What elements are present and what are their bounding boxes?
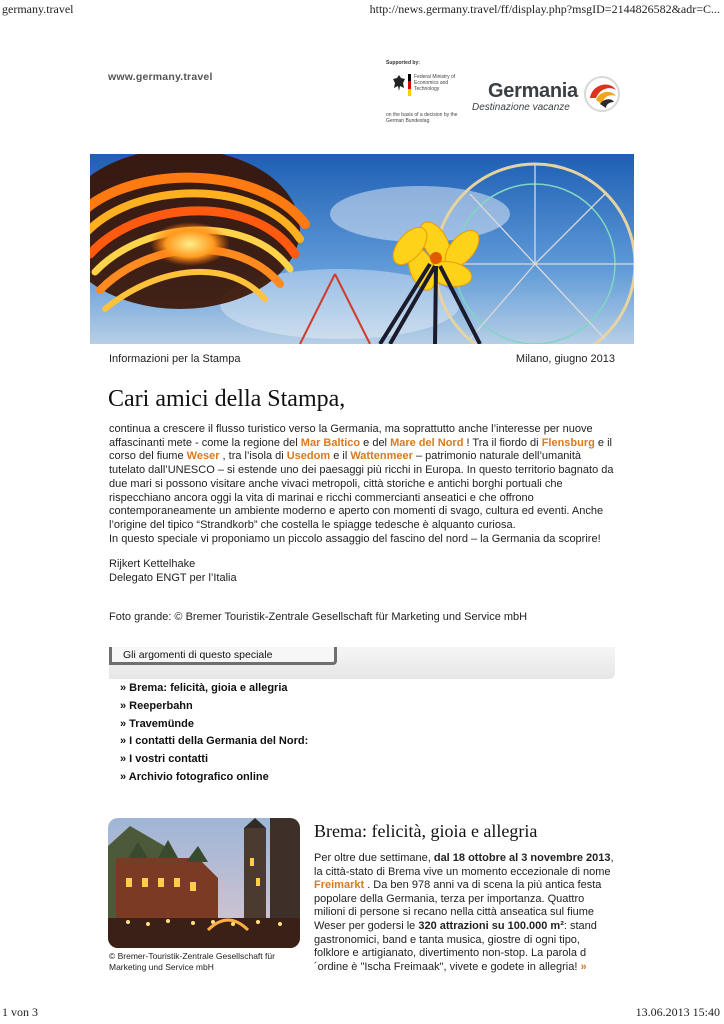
intro-text: continua a crescere il flusso turistico verso la Germania, ma soprattutto anche l’interesse per nuove affascinanti mete - come la regione del bbox=[109, 423, 593, 449]
brand-subtitle: Destinazione vacanze bbox=[472, 102, 570, 113]
section-text: , la città-stato di Brema vive un momento eccezionale di nome bbox=[314, 852, 614, 878]
federal-eagle-icon bbox=[392, 74, 406, 92]
brand-title: Germania bbox=[488, 80, 578, 102]
intro-text: , tra l’isola di bbox=[219, 450, 287, 463]
section-text: . Da ben 978 anni va di scena la più antica festa popolare della Germania, terza per importanza. Quattro milioni di persone si recano nella città anseatica sul fiume Weser per godersi le bbox=[314, 879, 602, 932]
link-usedom[interactable]: Usedom bbox=[286, 450, 331, 463]
intro-paragraph bbox=[109, 423, 614, 546]
greeting-heading: Cari amici della Stampa, bbox=[108, 386, 346, 412]
link-flensburg[interactable]: Flensburg bbox=[541, 436, 595, 449]
german-flag-icon bbox=[408, 74, 411, 96]
signature bbox=[109, 558, 237, 585]
link-mare-del-nord[interactable]: Mare del Nord bbox=[390, 436, 464, 449]
intro-closing: In questo speciale vi proponiamo un piccolo assaggio del fascino del nord – la Germania da scoprire! bbox=[109, 532, 601, 545]
link-wattenmeer[interactable]: Wattenmeer bbox=[350, 450, 413, 463]
photo-credit: Foto grande: © Bremer Touristik-Zentrale Gesellschaft für Marketing und Service mbH bbox=[109, 611, 528, 623]
print-header-url: http://news.germany.travel/ff/display.php?msgID=2144826582&adr=C... bbox=[369, 2, 720, 16]
link-weser[interactable]: Weser bbox=[186, 450, 220, 463]
intro-text: – patrimonio naturale dell’umanità tutelato dall’UNESCO – si estende uno dei paesaggi più ricchi in Europa. In questo territorio bagnato da due mari si possono visitare anche vivaci metropoli, città storiche e antichi borghi portuali che rispecchiano ancora oggi la vita di marinai e ricchi commercianti anseatici e che offrono contemporaneamente un ambiente moderno e aperto con momenti di svago, cultura ed eventi. Anche l’origine del tipico “Strandkorb” che costella le spiagge tedesche è alquanto curiosa. bbox=[109, 450, 614, 531]
topics-heading: Gli argomenti di questo speciale bbox=[123, 649, 273, 661]
signature-name: Rijkert Kettelhake bbox=[109, 558, 196, 570]
topic-link-reeperbahn[interactable]: » Reeperbahn bbox=[120, 699, 193, 712]
swirl-logo-icon bbox=[580, 72, 624, 116]
section-text: Per oltre due settimane, bbox=[314, 852, 434, 864]
event-dates: dal 18 ottobre al 3 novembre 2013 bbox=[433, 852, 611, 864]
print-footer-page: 1 von 3 bbox=[2, 1005, 38, 1019]
bundestag-decision-text: on the basis of a decision by the German Bundestag bbox=[386, 112, 458, 124]
signature-role: Delegato ENGT per l’Italia bbox=[109, 571, 237, 584]
topic-link-archivio-foto[interactable]: » Archivio fotografico online bbox=[120, 770, 269, 783]
topic-link-contatti-nord[interactable]: » I contatti della Germania del Nord: bbox=[120, 735, 309, 748]
supported-by-label: Supported by: bbox=[386, 60, 420, 66]
intro-text: e il corso del fiume bbox=[109, 436, 612, 463]
intro-text: e il bbox=[330, 450, 351, 463]
topic-link-vostri-contatti[interactable]: » I vostri contatti bbox=[120, 753, 209, 766]
germania-brand-logo bbox=[470, 80, 620, 120]
site-url[interactable]: www.germany.travel bbox=[108, 71, 213, 83]
ministry-name: Federal Ministry of Economics and Technology bbox=[414, 74, 456, 92]
topic-link-brema[interactable]: » Brema: felicità, gioia e allegria bbox=[120, 682, 288, 694]
section-body-brema bbox=[314, 852, 616, 974]
read-more-link[interactable]: » bbox=[580, 960, 587, 973]
intro-text: e del bbox=[360, 436, 391, 449]
link-mar-baltico[interactable]: Mar Baltico bbox=[300, 436, 361, 449]
brema-freimarkt-photo bbox=[108, 818, 300, 948]
topic-list bbox=[120, 680, 308, 787]
photo-caption: © Bremer-Touristik-Zentrale Gesellschaft für Marketing und Service mbH bbox=[109, 951, 275, 972]
topic-link-travemuende[interactable]: » Travemünde bbox=[120, 717, 194, 730]
link-freimarkt[interactable]: Freimarkt bbox=[314, 879, 365, 892]
ministry-sponsor-logo bbox=[386, 60, 468, 132]
press-info-label: Informazioni per la Stampa bbox=[109, 353, 241, 365]
section-title-brema: Brema: felicità, gioia e allegria bbox=[314, 821, 538, 841]
date-location: Milano, giugno 2013 bbox=[515, 353, 615, 365]
attractions-count: 320 attrazioni su 100.000 m² bbox=[418, 919, 564, 932]
topics-tab bbox=[109, 647, 337, 665]
print-footer-timestamp: 13.06.2013 15:40 bbox=[635, 1005, 720, 1019]
intro-text: ! Tra il fiordo di bbox=[463, 436, 542, 449]
print-header-site: germany.travel bbox=[2, 2, 74, 16]
hero-image-carnival-rides bbox=[90, 154, 634, 344]
section-text: : stand gastronomici, band e tanta musica, giostre di ogni tipo, folklore e artigianato, divertimento non-stop. La parola d´ordine è "Ischa Freimaak", vivete e godete in allegria! bbox=[314, 919, 597, 973]
